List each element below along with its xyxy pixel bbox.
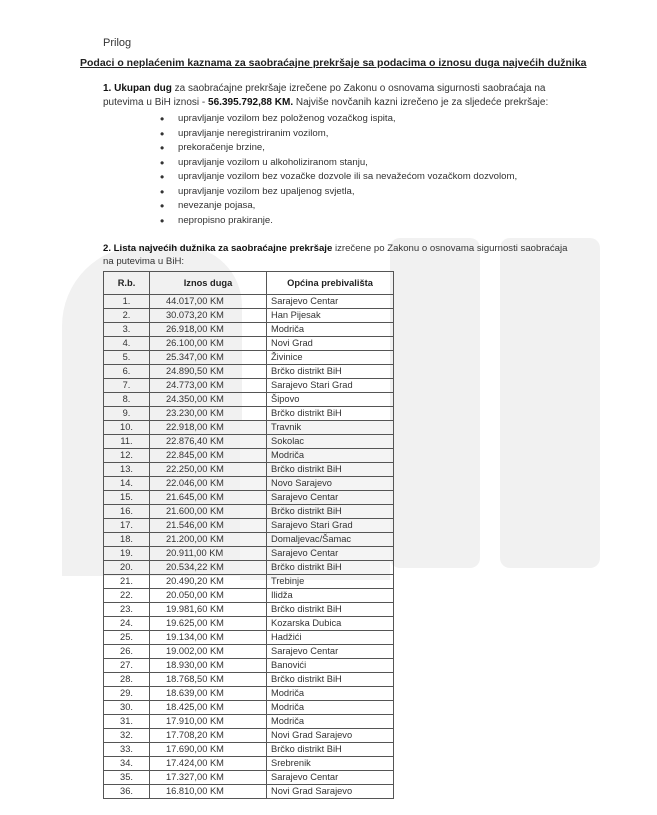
cell-amount: 20.490,20 KM [150, 575, 267, 589]
cell-amount: 19.002,00 KM [150, 645, 267, 659]
cell-amount: 19.625,00 KM [150, 617, 267, 631]
cell-rb: 7. [104, 379, 150, 393]
total-debt-amount: 56.395.792,88 KM. [208, 97, 294, 108]
cell-municipality: Brčko distrikt BiH [267, 673, 394, 687]
table-row [104, 547, 394, 561]
table-row [104, 575, 394, 589]
cell-amount: 17.327,00 KM [150, 771, 267, 785]
cell-rb: 12. [104, 449, 150, 463]
cell-municipality: Modriča [267, 687, 394, 701]
cell-amount: 16.810,00 KM [150, 785, 267, 799]
cell-amount: 22.845,00 KM [150, 449, 267, 463]
table-row [104, 421, 394, 435]
cell-amount: 25.347,00 KM [150, 351, 267, 365]
table-row [104, 715, 394, 729]
cell-amount: 44.017,00 KM [150, 295, 267, 309]
table-row [104, 673, 394, 687]
cell-municipality: Han Pijesak [267, 309, 394, 323]
table-row [104, 519, 394, 533]
cell-rb: 15. [104, 491, 150, 505]
header-amount: Iznos duga [150, 272, 267, 295]
cell-amount: 21.546,00 KM [150, 519, 267, 533]
cell-amount: 19.981,60 KM [150, 603, 267, 617]
cell-rb: 23. [104, 603, 150, 617]
debtors-table [103, 271, 394, 799]
cell-amount: 20.534,22 KM [150, 561, 267, 575]
table-row [104, 659, 394, 673]
cell-municipality: Modriča [267, 449, 394, 463]
cell-amount: 24.350,00 KM [150, 393, 267, 407]
cell-amount: 18.639,00 KM [150, 687, 267, 701]
table-row [104, 295, 394, 309]
cell-municipality: Modriča [267, 701, 394, 715]
table-row [104, 463, 394, 477]
section-2-text: izrečene po Zakonu o osnovama sigurnosti saobraćaja na putevima u BiH: [103, 243, 568, 267]
cell-rb: 4. [104, 337, 150, 351]
cell-municipality: Domaljevac/Šamac [267, 533, 394, 547]
table-row [104, 785, 394, 799]
cell-rb: 33. [104, 743, 150, 757]
cell-rb: 9. [104, 407, 150, 421]
cell-rb: 31. [104, 715, 150, 729]
cell-amount: 22.918,00 KM [150, 421, 267, 435]
header-rb: R.b. [104, 272, 150, 295]
table-row [104, 491, 394, 505]
section-1-heading: 1. Ukupan dug [103, 83, 172, 94]
cell-rb: 34. [104, 757, 150, 771]
cell-municipality: Srebrenik [267, 757, 394, 771]
bullet-icon: • [160, 112, 165, 126]
list-item [160, 112, 517, 127]
cell-amount: 17.708,20 KM [150, 729, 267, 743]
cell-municipality: Brčko distrikt BiH [267, 505, 394, 519]
cell-rb: 29. [104, 687, 150, 701]
table-row [104, 533, 394, 547]
cell-rb: 32. [104, 729, 150, 743]
table-header-row [104, 272, 394, 295]
cell-rb: 5. [104, 351, 150, 365]
table-row [104, 743, 394, 757]
bullet-icon: • [160, 184, 165, 199]
table-row [104, 505, 394, 519]
cell-rb: 13. [104, 463, 150, 477]
cell-rb: 35. [104, 771, 150, 785]
cell-amount: 17.910,00 KM [150, 715, 267, 729]
list-item [160, 185, 517, 200]
cell-municipality: Novi Grad Sarajevo [267, 729, 394, 743]
table-row [104, 589, 394, 603]
cell-municipality: Novi Grad Sarajevo [267, 785, 394, 799]
cell-rb: 20. [104, 561, 150, 575]
table-row [104, 435, 394, 449]
cell-rb: 6. [104, 365, 150, 379]
cell-rb: 2. [104, 309, 150, 323]
cell-amount: 17.690,00 KM [150, 743, 267, 757]
table-row [104, 729, 394, 743]
bullet-icon: • [160, 141, 165, 155]
cell-amount: 30.073,20 KM [150, 309, 267, 323]
table-row [104, 379, 394, 393]
cell-municipality: Brčko distrikt BiH [267, 407, 394, 421]
table-row [104, 337, 394, 351]
cell-amount: 24.773,00 KM [150, 379, 267, 393]
list-item-text: upravljanje vozilom bez vozačke dozvole ili sa nevažećom vozačkom dozvolom, [178, 171, 518, 182]
list-item-text: upravljanje neregistriranim vozilom, [178, 127, 329, 139]
cell-rb: 25. [104, 631, 150, 645]
cell-amount: 23.230,00 KM [150, 407, 267, 421]
cell-municipality: Brčko distrikt BiH [267, 365, 394, 379]
cell-municipality: Novi Grad [267, 337, 394, 351]
cell-amount: 19.134,00 KM [150, 631, 267, 645]
cell-municipality: Brčko distrikt BiH [267, 561, 394, 575]
cell-rb: 22. [104, 589, 150, 603]
cell-municipality: Živinice [267, 351, 394, 365]
section-1-paragraph [103, 82, 583, 110]
cell-rb: 30. [104, 701, 150, 715]
cell-rb: 14. [104, 477, 150, 491]
cell-amount: 26.918,00 KM [150, 323, 267, 337]
cell-amount: 21.600,00 KM [150, 505, 267, 519]
table-row [104, 477, 394, 491]
cell-municipality: Sokolac [267, 435, 394, 449]
cell-rb: 1. [104, 295, 150, 309]
cell-municipality: Sarajevo Stari Grad [267, 379, 394, 393]
cell-municipality: Hadžići [267, 631, 394, 645]
section-2-heading: 2. Lista najvećih dužnika za saobraćajne prekršaje [103, 243, 333, 254]
violations-list [160, 112, 517, 228]
cell-municipality: Modriča [267, 323, 394, 337]
section-1-text-b: Najviše novčanih kazni izrečeno je za sljedeće prekršaje: [293, 97, 549, 108]
bullet-icon: • [160, 199, 165, 213]
cell-municipality: Brčko distrikt BiH [267, 463, 394, 477]
table-row [104, 645, 394, 659]
cell-amount: 20.911,00 KM [150, 547, 267, 561]
cell-municipality: Sarajevo Centar [267, 491, 394, 505]
cell-rb: 36. [104, 785, 150, 799]
list-item-text: upravljanje vozilom bez položenog vozačkog ispita, [178, 113, 396, 124]
list-item [160, 199, 517, 214]
list-item-text: nevezanje pojasa, [178, 200, 256, 211]
cell-rb: 21. [104, 575, 150, 589]
header-municipality: Općina prebivališta [267, 272, 394, 295]
table-row [104, 701, 394, 715]
cell-rb: 19. [104, 547, 150, 561]
cell-municipality: Brčko distrikt BiH [267, 603, 394, 617]
cell-rb: 24. [104, 617, 150, 631]
table-row [104, 407, 394, 421]
cell-municipality: Travnik [267, 421, 394, 435]
list-item [160, 214, 517, 229]
list-item [160, 170, 517, 185]
cell-amount: 22.876,40 KM [150, 435, 267, 449]
cell-municipality: Kozarska Dubica [267, 617, 394, 631]
cell-amount: 26.100,00 KM [150, 337, 267, 351]
cell-amount: 21.200,00 KM [150, 533, 267, 547]
watermark-shape [390, 238, 480, 568]
cell-municipality: Ilidža [267, 589, 394, 603]
table-row [104, 351, 394, 365]
cell-rb: 18. [104, 533, 150, 547]
section-2-paragraph [103, 242, 573, 268]
cell-municipality: Brčko distrikt BiH [267, 743, 394, 757]
table-row [104, 365, 394, 379]
cell-rb: 11. [104, 435, 150, 449]
cell-rb: 8. [104, 393, 150, 407]
cell-municipality: Sarajevo Stari Grad [267, 519, 394, 533]
watermark-shape [500, 238, 600, 568]
bullet-icon: • [160, 155, 165, 170]
cell-municipality: Trebinje [267, 575, 394, 589]
table-row [104, 449, 394, 463]
attachment-label: Prilog [103, 37, 132, 49]
cell-municipality: Sarajevo Centar [267, 645, 394, 659]
document-title: Podaci o neplaćenim kaznama za saobraćajne prekršaje sa podacima o iznosu duga najvećih dužnika [80, 57, 587, 69]
cell-amount: 20.050,00 KM [150, 589, 267, 603]
cell-amount: 22.250,00 KM [150, 463, 267, 477]
list-item-text: upravljanje vozilom bez upaljenog svjetla, [178, 185, 355, 197]
cell-rb: 27. [104, 659, 150, 673]
bullet-icon: • [160, 170, 165, 184]
list-item [160, 141, 517, 156]
bullet-icon: • [160, 213, 165, 228]
cell-rb: 17. [104, 519, 150, 533]
table-row [104, 309, 394, 323]
cell-municipality: Banovići [267, 659, 394, 673]
list-item-text: upravljanje vozilom u alkoholiziranom stanju, [178, 156, 368, 168]
cell-amount: 22.046,00 KM [150, 477, 267, 491]
cell-amount: 24.890,50 KM [150, 365, 267, 379]
list-item [160, 156, 517, 171]
cell-municipality: Šipovo [267, 393, 394, 407]
cell-amount: 18.930,00 KM [150, 659, 267, 673]
table-row [104, 603, 394, 617]
list-item [160, 127, 517, 142]
cell-municipality: Novo Sarajevo [267, 477, 394, 491]
table-row [104, 771, 394, 785]
cell-amount: 18.425,00 KM [150, 701, 267, 715]
table-row [104, 393, 394, 407]
table-row [104, 757, 394, 771]
table-row [104, 323, 394, 337]
cell-municipality: Sarajevo Centar [267, 295, 394, 309]
cell-rb: 26. [104, 645, 150, 659]
cell-municipality: Modriča [267, 715, 394, 729]
cell-amount: 21.645,00 KM [150, 491, 267, 505]
cell-amount: 18.768,50 KM [150, 673, 267, 687]
table-row [104, 631, 394, 645]
table-row [104, 687, 394, 701]
bullet-icon: • [160, 126, 165, 141]
cell-rb: 28. [104, 673, 150, 687]
cell-rb: 3. [104, 323, 150, 337]
section-1-text-a: za saobraćajne prekršaje izrečene po Zakonu o osnovama sigurnosti saobraćaja na putevima u BiH iznosi - [103, 83, 546, 108]
list-item-text: prekoračenje brzine, [178, 142, 265, 153]
cell-rb: 10. [104, 421, 150, 435]
list-item-text: nepropisno prakiranje. [178, 214, 273, 226]
cell-municipality: Sarajevo Centar [267, 547, 394, 561]
cell-municipality: Sarajevo Centar [267, 771, 394, 785]
cell-amount: 17.424,00 KM [150, 757, 267, 771]
cell-rb: 16. [104, 505, 150, 519]
table-body [104, 295, 394, 799]
table-row [104, 617, 394, 631]
table-row [104, 561, 394, 575]
